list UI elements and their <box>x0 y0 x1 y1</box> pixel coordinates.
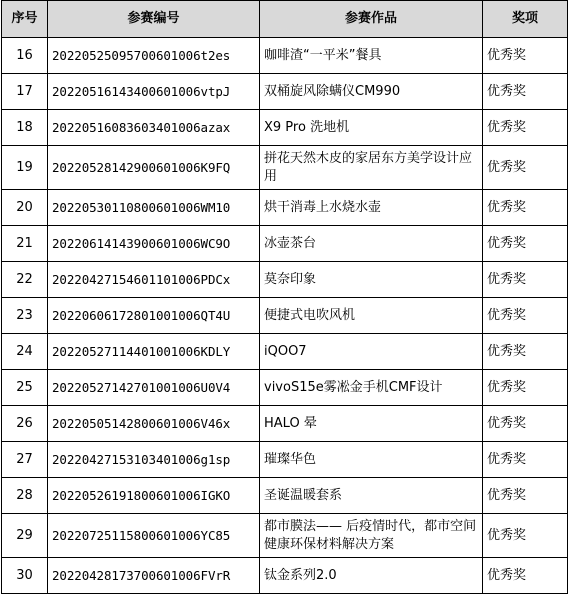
row-number: 25 <box>2 370 48 406</box>
award-level: 优秀奖 <box>483 298 568 334</box>
row-number: 23 <box>2 298 48 334</box>
entry-title: 便捷式电吹风机 <box>260 298 483 334</box>
entry-title: iQOO7 <box>260 334 483 370</box>
entry-title: 都市膜法—— 后疫情时代，都市空间健康环保材料解决方案 <box>260 514 483 558</box>
entry-code: 20220427153103401006g1sp <box>48 442 260 478</box>
row-number: 24 <box>2 334 48 370</box>
entry-code: 20220527114401001006KDLY <box>48 334 260 370</box>
row-number: 27 <box>2 442 48 478</box>
entry-title: 双桶旋风除螨仪CM990 <box>260 74 483 110</box>
entry-code: 20220725115800601006YC85 <box>48 514 260 558</box>
entry-title: 冰壶茶台 <box>260 226 483 262</box>
award-level: 优秀奖 <box>483 558 568 594</box>
table-row <box>2 190 568 226</box>
award-level: 优秀奖 <box>483 74 568 110</box>
entry-code: 20220516143400601006vtpJ <box>48 74 260 110</box>
entry-title: 莫奈印象 <box>260 262 483 298</box>
award-level: 优秀奖 <box>483 442 568 478</box>
entry-code: 20220528142900601006K9FQ <box>48 146 260 190</box>
entry-title: 圣诞温暖套系 <box>260 478 483 514</box>
row-number: 30 <box>2 558 48 594</box>
entry-title: 拼花天然木皮的家居东方美学设计应用 <box>260 146 483 190</box>
award-level: 优秀奖 <box>483 38 568 74</box>
entry-title: 咖啡渣“一平米”餐具 <box>260 38 483 74</box>
row-number: 17 <box>2 74 48 110</box>
table-row <box>2 298 568 334</box>
table-row <box>2 334 568 370</box>
table-row <box>2 406 568 442</box>
row-number: 19 <box>2 146 48 190</box>
header-no: 序号 <box>2 1 48 38</box>
entry-code: 20220614143900601006WC9O <box>48 226 260 262</box>
table-row <box>2 262 568 298</box>
row-number: 29 <box>2 514 48 558</box>
entry-title: HALO 晕 <box>260 406 483 442</box>
table-row <box>2 558 568 594</box>
row-number: 16 <box>2 38 48 74</box>
entry-code: 20220516083603401006azax <box>48 110 260 146</box>
entry-title: 璀璨华色 <box>260 442 483 478</box>
entry-code: 20220428173700601006FVrR <box>48 558 260 594</box>
entry-title: X9 Pro 洗地机 <box>260 110 483 146</box>
entry-code: 20220427154601101006PDCx <box>48 262 260 298</box>
header-code: 参赛编号 <box>48 1 260 38</box>
entry-code: 20220505142800601006V46x <box>48 406 260 442</box>
entry-code: 20220530110800601006WM10 <box>48 190 260 226</box>
table-row <box>2 514 568 558</box>
header-work: 参赛作品 <box>260 1 483 38</box>
award-level: 优秀奖 <box>483 406 568 442</box>
entry-title: 钛金系列2.0 <box>260 558 483 594</box>
table-row <box>2 110 568 146</box>
table-row <box>2 146 568 190</box>
awards-table <box>1 0 568 594</box>
table-row <box>2 370 568 406</box>
award-level: 优秀奖 <box>483 190 568 226</box>
award-level: 优秀奖 <box>483 226 568 262</box>
entry-title: 烘干消毒上水烧水壶 <box>260 190 483 226</box>
row-number: 21 <box>2 226 48 262</box>
row-number: 28 <box>2 478 48 514</box>
entry-code: 20220525095700601006t2es <box>48 38 260 74</box>
row-number: 18 <box>2 110 48 146</box>
entry-title: vivoS15e雾凇金手机CMF设计 <box>260 370 483 406</box>
table-row <box>2 478 568 514</box>
table-body <box>2 38 568 594</box>
entry-code: 20220606172801001006QT4U <box>48 298 260 334</box>
table-row <box>2 226 568 262</box>
award-level: 优秀奖 <box>483 146 568 190</box>
entry-code: 20220527142701001006U0V4 <box>48 370 260 406</box>
row-number: 22 <box>2 262 48 298</box>
award-level: 优秀奖 <box>483 262 568 298</box>
row-number: 20 <box>2 190 48 226</box>
header-award: 奖项 <box>483 1 568 38</box>
table-row <box>2 38 568 74</box>
entry-code: 20220526191800601006IGKO <box>48 478 260 514</box>
table-row <box>2 442 568 478</box>
award-level: 优秀奖 <box>483 110 568 146</box>
award-level: 优秀奖 <box>483 514 568 558</box>
row-number: 26 <box>2 406 48 442</box>
table-row <box>2 74 568 110</box>
header-row <box>2 1 568 38</box>
award-level: 优秀奖 <box>483 478 568 514</box>
award-level: 优秀奖 <box>483 370 568 406</box>
award-level: 优秀奖 <box>483 334 568 370</box>
